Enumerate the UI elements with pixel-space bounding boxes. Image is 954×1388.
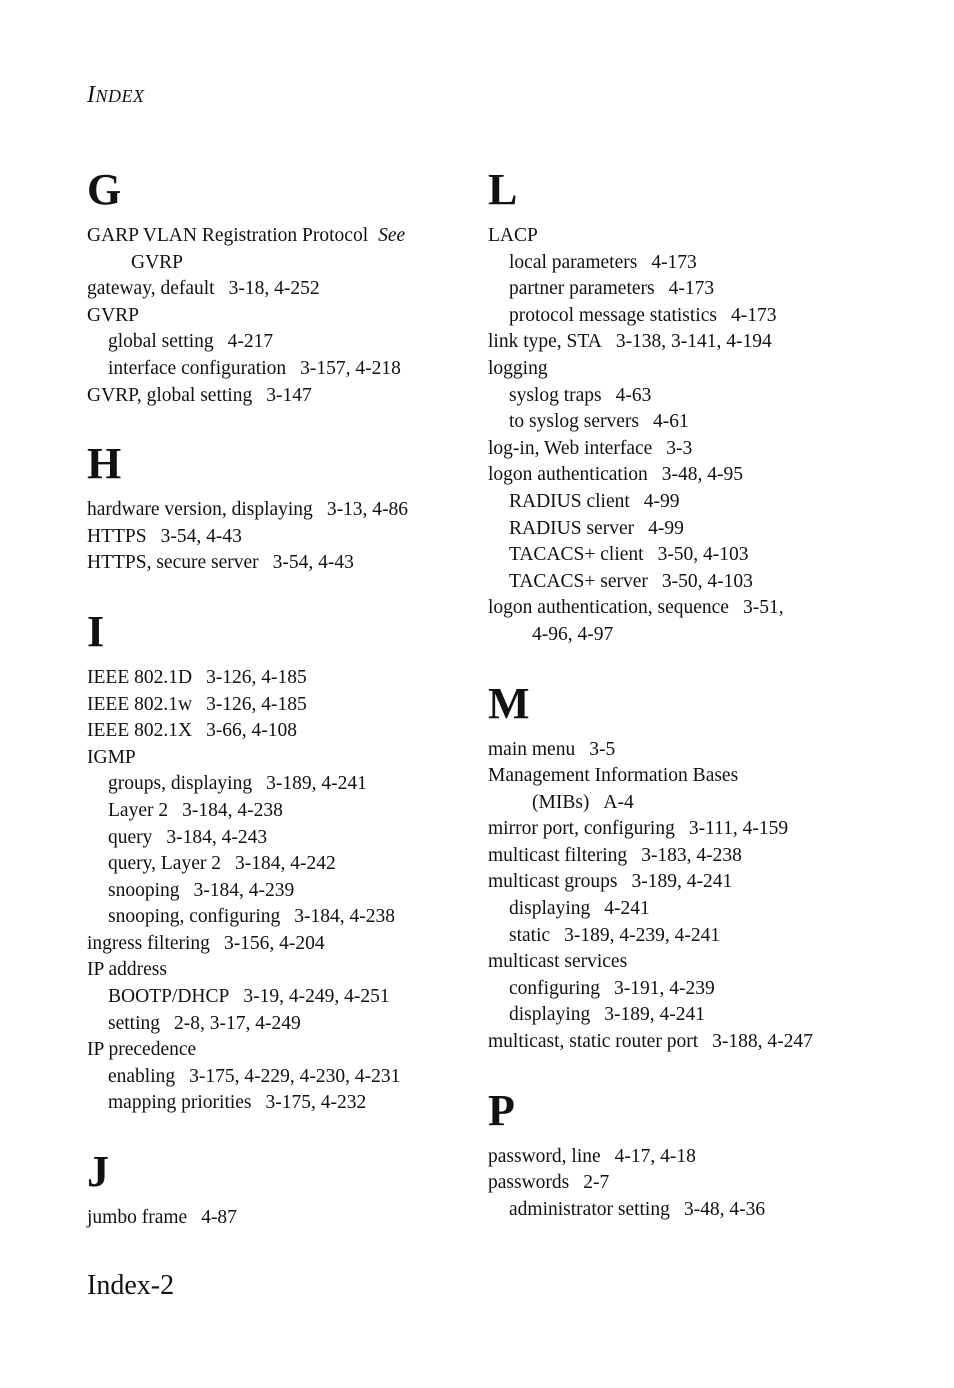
entry-term: RADIUS client: [509, 490, 630, 512]
index-entry: [87, 303, 487, 330]
entry-term: multicast groups: [488, 871, 618, 893]
entry-pages: 3-66, 4-108: [206, 720, 298, 742]
entry-term: global setting: [108, 331, 214, 353]
entry-pages: 3-126, 4-185: [206, 693, 307, 715]
index-subentry: [488, 409, 888, 436]
entry-pages: 3-126, 4-185: [206, 666, 307, 688]
entry-term: interface configuration: [108, 357, 287, 379]
index-subentry: [488, 542, 888, 569]
entry-term: IP address: [87, 959, 167, 981]
entry-term: to syslog servers: [509, 411, 639, 433]
entry-pages: 3-54, 4-43: [272, 552, 354, 574]
index-subentry: [87, 356, 487, 383]
index-entry: [488, 1029, 888, 1056]
entry-term: ingress filtering: [87, 932, 210, 954]
index-subentry: [87, 878, 487, 905]
entry-pages: 3-18, 4-252: [228, 278, 320, 300]
entry-pages: 3-175, 4-229, 4-230, 4-231: [189, 1065, 401, 1087]
index-entry: [87, 1037, 487, 1064]
index-entry: [87, 1205, 487, 1232]
entry-pages: 4-87: [201, 1207, 237, 1229]
entry-term: snooping: [108, 879, 180, 901]
index-entry: [488, 356, 888, 383]
index-subentry: [87, 904, 487, 931]
entry-term: displaying: [509, 898, 591, 920]
index-entry: [87, 931, 487, 958]
index-subentry: [87, 329, 487, 356]
index-subentry: [488, 1197, 888, 1224]
entry-term: multicast services: [488, 951, 628, 973]
section-letter: G: [87, 165, 122, 214]
index-subentry: [87, 1011, 487, 1038]
index-entry: [488, 843, 888, 870]
entry-term: mirror port, configuring: [488, 818, 675, 840]
entry-term: enabling: [108, 1065, 176, 1087]
index-column-right: [488, 165, 888, 1253]
entry-term: GVRP, global setting: [87, 384, 253, 406]
entry-pages: 4-99: [643, 490, 680, 512]
entry-pages: 3-111, 4-159: [688, 818, 789, 840]
index-subentry: [87, 1064, 487, 1091]
entry-pages: 3-183, 4-238: [641, 844, 742, 866]
entry-term: HTTPS, secure server: [87, 552, 259, 574]
entry-term: 4-96, 4-97: [532, 623, 614, 645]
entry-pages: 4-173: [668, 278, 715, 300]
entry-pages: 2-7: [583, 1172, 610, 1194]
entry-term: link type, STA: [488, 331, 602, 353]
index-entry: [87, 692, 487, 719]
entry-pages: 3-19, 4-249, 4-251: [243, 986, 390, 1008]
index-subentry: [87, 771, 487, 798]
entry-term: jumbo frame: [87, 1207, 188, 1229]
running-header-rest: NDEX: [95, 86, 145, 106]
entry-term: syslog traps: [509, 384, 602, 406]
entry-pages: 3-184, 4-239: [193, 879, 295, 901]
index-entry: [488, 223, 888, 250]
entry-term: (MIBs): [532, 791, 590, 813]
entry-term: Layer 2: [108, 799, 169, 821]
index-entry: [87, 223, 487, 250]
entry-term: Management Information Bases: [488, 765, 739, 787]
section-letter: I: [87, 606, 105, 656]
index-section-l: [488, 165, 888, 649]
entry-pages: 3-156, 4-204: [223, 932, 325, 954]
entry-term: IEEE 802.1X: [87, 720, 193, 742]
index-entry: [87, 745, 487, 772]
index-subentry: [87, 798, 487, 825]
entry-term: protocol message statistics: [509, 304, 717, 326]
entry-pages: 3-48, 4-95: [661, 464, 744, 486]
running-header-cap: I: [87, 82, 96, 108]
entry-term: snooping, configuring: [108, 906, 281, 928]
section-letter: H: [87, 439, 122, 489]
entry-term: IP precedence: [87, 1039, 197, 1061]
entry-term: TACACS+ server: [509, 570, 648, 592]
entry-pages: 3-188, 4-247: [712, 1031, 813, 1053]
index-entry: [488, 1170, 888, 1197]
index-entry: [87, 718, 487, 745]
entry-pages: 3-138, 3-141, 4-194: [615, 331, 772, 353]
entry-pages: 4-217: [227, 331, 274, 353]
entry-term: IGMP: [87, 746, 136, 768]
entry-term: BOOTP/DHCP: [108, 986, 230, 1008]
entry-term: partner parameters: [509, 278, 655, 300]
index-section-h: [87, 439, 487, 577]
entry-pages: 3-54, 4-43: [160, 525, 242, 547]
entry-term: IEEE 802.1D: [87, 666, 193, 688]
entry-pages: 4-173: [651, 251, 697, 273]
entry-pages: 3-175, 4-232: [265, 1092, 367, 1114]
index-subentry: [87, 851, 487, 878]
index-subentry: [488, 976, 888, 1003]
entry-pages: 3-189, 4-241: [631, 871, 733, 893]
index-entry-continuation: [488, 790, 888, 817]
entry-pages: 3-50, 4-103: [657, 544, 749, 566]
see-reference: See: [378, 225, 406, 246]
entry-term: query, Layer 2: [108, 853, 221, 875]
entry-term: logon authentication: [488, 464, 648, 486]
entry-term: GVRP: [87, 304, 140, 326]
index-entry: [87, 524, 487, 551]
section-letter: L: [488, 165, 518, 214]
entry-term: gateway, default: [87, 278, 215, 300]
index-subentry: [488, 923, 888, 950]
entry-term: GVRP: [131, 251, 184, 273]
index-subentry: [488, 383, 888, 410]
entry-pages: 4-241: [604, 898, 650, 920]
entry-pages: 4-17, 4-18: [614, 1145, 696, 1167]
entry-pages: 3-51,: [742, 597, 784, 619]
page-number: Index-2: [87, 1270, 175, 1301]
index-subentry: [488, 1002, 888, 1029]
index-section-i: [87, 607, 487, 1117]
index-subentry: [87, 1090, 487, 1117]
section-letter: J: [87, 1147, 109, 1197]
index-subentry: [488, 489, 888, 516]
entry-term: logging: [488, 357, 548, 379]
entry-pages: 3-184, 4-242: [234, 853, 336, 875]
entry-term: hardware version, displaying: [87, 499, 313, 521]
index-entry: [87, 276, 487, 303]
entry-term: password, line: [488, 1145, 601, 1167]
index-entry: [488, 1144, 888, 1171]
entry-term: main menu: [488, 738, 576, 760]
entry-term: RADIUS server: [509, 517, 635, 539]
index-entry: [488, 949, 888, 976]
section-letter: P: [488, 1085, 515, 1135]
index-entry: [87, 497, 487, 524]
index-entry: [87, 665, 487, 692]
index-section-m: [488, 679, 888, 1056]
index-entry: [87, 550, 487, 577]
index-entry: [488, 329, 888, 356]
index-entry: [87, 957, 487, 984]
index-entry: [488, 462, 888, 489]
entry-pages: 4-61: [653, 411, 689, 433]
entry-term: administrator setting: [509, 1198, 670, 1220]
entry-pages: A-4: [603, 791, 634, 813]
index-subentry: [488, 303, 888, 330]
entry-term: groups, displaying: [108, 773, 253, 795]
index-entry: [488, 869, 888, 896]
entry-pages: 4-63: [615, 384, 652, 406]
entry-pages: 3-48, 4-36: [683, 1198, 766, 1220]
entry-pages: 3-189, 4-241: [266, 773, 367, 795]
index-entry: [488, 816, 888, 843]
entry-term: local parameters: [509, 251, 638, 273]
index-subentry: [488, 516, 888, 543]
entry-pages: 3-184, 4-238: [294, 906, 395, 928]
entry-pages: 3-50, 4-103: [661, 570, 753, 592]
entry-term: HTTPS: [87, 525, 147, 547]
entry-pages: 3-191, 4-239: [613, 977, 715, 999]
entry-pages: 2-8, 3-17, 4-249: [174, 1012, 301, 1034]
entry-pages: 4-99: [648, 517, 684, 539]
section-letter: M: [488, 678, 530, 728]
entry-term: IEEE 802.1w: [87, 693, 193, 715]
entry-pages: 3-189, 4-241: [604, 1004, 705, 1026]
entry-pages: 3-189, 4-239, 4-241: [564, 924, 721, 946]
index-entry-continuation: [488, 622, 888, 649]
entry-pages: 3-147: [266, 384, 312, 406]
entry-term: setting: [108, 1012, 160, 1034]
index-entry: [488, 595, 888, 622]
index-entry-continuation: [87, 250, 487, 277]
entry-term: multicast, static router port: [488, 1031, 699, 1053]
entry-pages: 3-5: [589, 738, 616, 760]
entry-pages: 3-13, 4-86: [326, 499, 409, 521]
entry-term: static: [509, 924, 551, 946]
entry-term: GARP VLAN Registration Protocol: [87, 225, 369, 246]
index-entry: [488, 763, 888, 790]
index-subentry: [87, 825, 487, 852]
index-entry: [488, 436, 888, 463]
index-entry: [87, 383, 487, 410]
entry-pages: 3-184, 4-238: [182, 799, 283, 821]
index-subentry: [488, 276, 888, 303]
index-entry: [488, 737, 888, 764]
index-subentry: [87, 984, 487, 1011]
running-header: [87, 82, 145, 109]
entry-term: multicast filtering: [488, 844, 628, 866]
index-subentry: [488, 569, 888, 596]
entry-term: TACACS+ client: [509, 544, 644, 566]
entry-pages: 3-3: [666, 437, 693, 459]
entry-term: query: [108, 826, 153, 848]
index-section-p: [488, 1086, 888, 1224]
entry-term: log-in, Web interface: [488, 437, 653, 459]
entry-term: displaying: [509, 1004, 591, 1026]
entry-pages: 4-173: [730, 304, 777, 326]
entry-term: configuring: [509, 977, 600, 999]
entry-term: passwords: [488, 1172, 570, 1194]
entry-term: LACP: [488, 225, 538, 246]
index-subentry: [488, 250, 888, 277]
index-column-left: [87, 165, 487, 1262]
index-section-g: [87, 165, 487, 409]
entry-pages: 3-157, 4-218: [300, 357, 401, 379]
index-subentry: [488, 896, 888, 923]
index-section-j: [87, 1147, 487, 1232]
entry-pages: 3-184, 4-243: [166, 826, 268, 848]
entry-term: mapping priorities: [108, 1092, 252, 1114]
entry-term: logon authentication, sequence: [488, 597, 729, 619]
